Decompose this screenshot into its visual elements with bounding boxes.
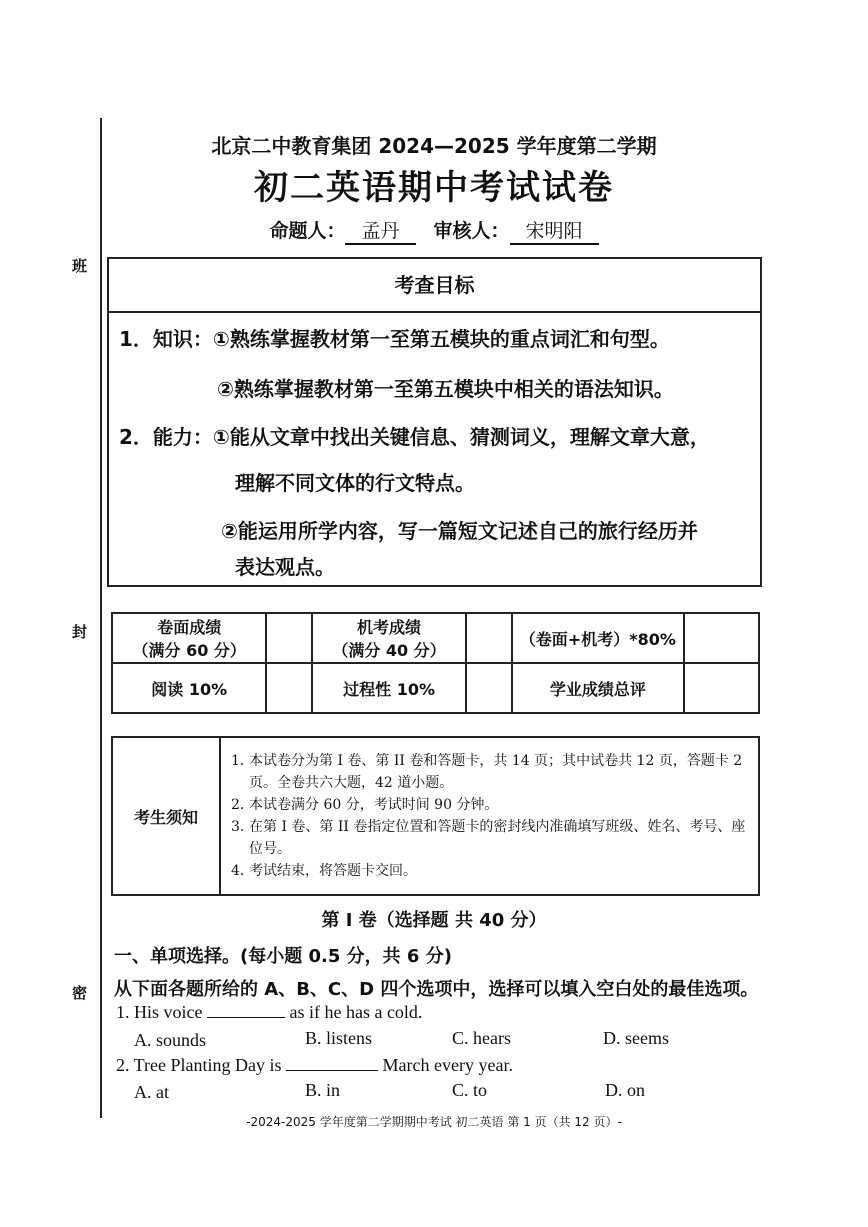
notice-item-number: 3． bbox=[231, 819, 254, 835]
objective-line: 2．能力：①能从文章中找出关键信息、猜测词义，理解文章大意， bbox=[119, 425, 710, 449]
part-title: 一、单项选择。(每小题 0.5 分，共 6 分) bbox=[114, 946, 452, 967]
score-table bbox=[111, 612, 760, 714]
objective-line: 表达观点。 bbox=[235, 555, 335, 579]
objective-line: ②熟练掌握教材第一至第五模块中相关的语法知识。 bbox=[217, 377, 674, 401]
score-blank-cell bbox=[266, 613, 311, 663]
score-blank-cell bbox=[684, 663, 759, 713]
notice-item bbox=[231, 794, 748, 816]
author-label: 命题人： bbox=[269, 220, 346, 242]
page-footer: -2024-2025 学年度第二学期期中考试 初二英语 第 1 页（共 12 页）- bbox=[246, 1115, 622, 1129]
objective-line: ②能运用所学内容，写一篇短文记述自己的旅行经历并 bbox=[221, 519, 698, 543]
option-d: D. seems bbox=[603, 1028, 669, 1048]
score-blank-cell bbox=[466, 613, 511, 663]
option-a: A. at bbox=[134, 1082, 169, 1102]
notice-item bbox=[231, 750, 748, 794]
author-row bbox=[0, 216, 868, 245]
notice-item-text: 考试结束，将答题卡交回。 bbox=[249, 863, 417, 879]
score-blank-cell bbox=[684, 613, 759, 663]
question-text: 2. Tree Planting Day is bbox=[116, 1055, 282, 1075]
notice-item-text: 本试卷满分 60 分，考试时间 90 分钟。 bbox=[249, 797, 499, 813]
notice-item-text: 本试卷分为第 I 卷、第 II 卷和答题卡，共 14 页；其中试卷共 12 页，答题卡 2 页。全卷共六大题，42 道小题。 bbox=[249, 753, 743, 791]
binding-label-secret: 密 bbox=[70, 985, 88, 1000]
option-c: C. to bbox=[452, 1080, 488, 1100]
notice-label: 考生须知 bbox=[112, 737, 220, 895]
score-cell-paper: 卷面成绩 （满分 60 分） bbox=[112, 613, 266, 663]
author-name: 孟丹 bbox=[345, 216, 415, 245]
score-cell-process: 过程性 10% bbox=[312, 663, 466, 713]
notice-body bbox=[220, 737, 759, 895]
candidate-notice bbox=[111, 736, 760, 896]
option-d: D. on bbox=[605, 1080, 645, 1100]
objectives-box bbox=[107, 257, 762, 587]
binding-label-seal: 封 bbox=[70, 624, 88, 639]
part-instruction: 从下面各题所给的 A、B、C、D 四个选项中，选择可以填入空白处的最佳选项。 bbox=[114, 979, 759, 1000]
option-b: B. listens bbox=[305, 1028, 373, 1048]
question-text: 1. His voice bbox=[116, 1002, 203, 1022]
answer-blank bbox=[207, 1003, 285, 1018]
objectives-heading: 考查目标 bbox=[109, 259, 760, 313]
notice-item-number: 4． bbox=[231, 863, 254, 879]
score-blank-cell bbox=[266, 663, 311, 713]
question-stem bbox=[116, 1055, 513, 1076]
page-title: 初二英语期中考试试卷 bbox=[254, 168, 614, 208]
answer-blank bbox=[286, 1056, 378, 1071]
score-cell-weighted: （卷面+机考）*80% bbox=[512, 613, 684, 663]
binding-label-class: 班 bbox=[70, 258, 88, 273]
objective-line: 理解不同文体的行文特点。 bbox=[235, 471, 475, 495]
score-cell-reading: 阅读 10% bbox=[112, 663, 266, 713]
reviewer-label: 审核人： bbox=[433, 220, 510, 242]
notice-item-number: 1． bbox=[231, 753, 254, 769]
question-text: March every year. bbox=[382, 1055, 513, 1075]
option-a: A. sounds bbox=[134, 1030, 207, 1050]
question-stem bbox=[116, 1002, 422, 1023]
school-term-line: 北京二中教育集团 2024—2025 学年度第二学期 bbox=[211, 134, 657, 158]
notice-item-number: 2． bbox=[231, 797, 254, 813]
objective-line: 1．知识：①熟练掌握教材第一至第五模块的重点词汇和句型。 bbox=[119, 327, 670, 351]
binding-line bbox=[100, 118, 102, 1118]
option-b: B. in bbox=[305, 1080, 341, 1100]
section-title: 第 I 卷（选择题 共 40 分） bbox=[321, 910, 547, 931]
score-cell-computer: 机考成绩 （满分 40 分） bbox=[312, 613, 466, 663]
question-text: as if he has a cold. bbox=[289, 1002, 423, 1022]
score-blank-cell bbox=[466, 663, 511, 713]
notice-item-text: 在第 I 卷、第 II 卷指定位置和答题卡的密封线内准确填写班级、姓名、考号、座位号。 bbox=[249, 819, 746, 857]
option-c: C. hears bbox=[452, 1028, 511, 1048]
notice-item bbox=[231, 860, 748, 882]
score-cell-total: 学业成绩总评 bbox=[512, 663, 684, 713]
reviewer-name: 宋明阳 bbox=[510, 216, 599, 245]
notice-item bbox=[231, 816, 748, 860]
